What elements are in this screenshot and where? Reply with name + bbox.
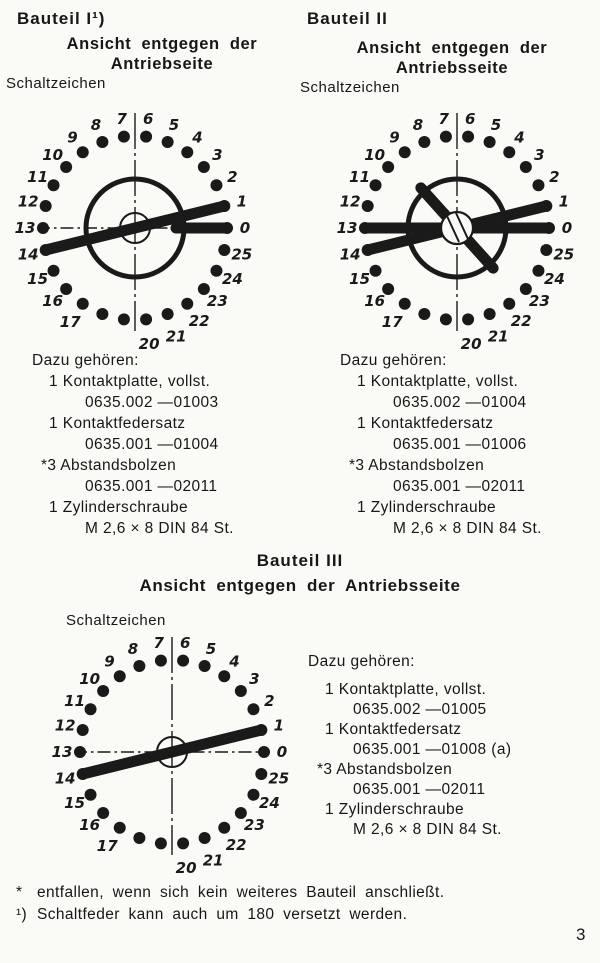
svg-text:3: 3 <box>249 670 260 689</box>
svg-text:25: 25 <box>553 245 575 264</box>
svg-text:20: 20 <box>138 335 160 353</box>
svg-text:25: 25 <box>231 245 253 264</box>
svg-text:4: 4 <box>192 128 203 147</box>
svg-text:20: 20 <box>460 335 482 353</box>
part-item <box>308 680 511 720</box>
part-name: *3 Abstandsbolzen <box>349 457 485 474</box>
footnote-asterisk <box>16 884 444 902</box>
svg-text:10: 10 <box>79 670 101 689</box>
part-name: 1 Kontaktplatte, vollst. <box>357 373 519 390</box>
svg-text:0: 0 <box>561 219 573 237</box>
svg-text:12: 12 <box>17 192 39 211</box>
svg-text:1: 1 <box>236 192 248 211</box>
svg-text:9: 9 <box>67 128 78 147</box>
part-name: 1 Kontaktplatte, vollst. <box>49 373 211 390</box>
svg-text:21: 21 <box>202 851 224 870</box>
bauteil-3-subtitle <box>0 576 600 596</box>
svg-text:2: 2 <box>227 167 238 186</box>
svg-text:9: 9 <box>389 128 400 147</box>
svg-text:14: 14 <box>17 245 39 264</box>
bauteil-2-subtitle <box>327 38 577 78</box>
bauteil-2-title: Bauteil II <box>307 9 388 28</box>
svg-text:24: 24 <box>258 794 280 813</box>
parts-list-header: Dazu gehören: <box>32 352 139 369</box>
svg-text:16: 16 <box>364 291 386 310</box>
svg-text:6: 6 <box>465 109 476 128</box>
part-number: M 2,6 × 8 DIN 84 St. <box>353 821 502 838</box>
schaltzeichen-svg <box>10 103 260 353</box>
parts-list-header: Dazu gehören: <box>308 653 415 670</box>
svg-text:7: 7 <box>116 109 127 128</box>
svg-text:1: 1 <box>558 192 570 211</box>
bauteil-3-subtitle-line1: Ansicht entgegen der Antriebsseite <box>139 576 461 595</box>
footnote-text: entfallen, wenn sich kein weiteres Bauteil anschließt. <box>37 884 445 901</box>
part-name: *3 Abstandsbolzen <box>317 761 453 778</box>
svg-text:7: 7 <box>438 109 449 128</box>
part-item <box>308 720 511 760</box>
svg-text:24: 24 <box>543 270 565 289</box>
svg-text:11: 11 <box>27 167 49 186</box>
part-number: 0635.002 —01005 <box>353 701 487 718</box>
part-number: 0635.001 —02011 <box>353 781 486 798</box>
part-number: M 2,6 × 8 DIN 84 St. <box>85 520 234 537</box>
svg-text:17: 17 <box>59 312 81 331</box>
part-number: 0635.001 —01008 (a) <box>353 741 512 758</box>
svg-text:15: 15 <box>349 270 371 289</box>
svg-text:7: 7 <box>153 633 164 652</box>
svg-text:15: 15 <box>27 270 49 289</box>
bauteil-3-parts-list <box>308 652 511 840</box>
page-number: 3 <box>576 925 586 944</box>
svg-text:8: 8 <box>412 116 424 135</box>
svg-text:24: 24 <box>221 270 243 289</box>
bauteil-2-subtitle-line1: Ansicht entgegen der <box>356 39 548 57</box>
part-name: *3 Abstandsbolzen <box>41 457 177 474</box>
svg-text:0: 0 <box>276 743 288 761</box>
svg-text:21: 21 <box>165 327 187 346</box>
part-number: 0635.001 —01006 <box>393 436 527 453</box>
svg-text:22: 22 <box>225 835 247 854</box>
part-number: 0635.002 —01003 <box>85 394 219 411</box>
part-name: 1 Kontaktfedersatz <box>49 415 186 432</box>
svg-text:5: 5 <box>490 116 502 135</box>
svg-text:11: 11 <box>64 691 86 710</box>
part-item <box>32 371 234 413</box>
svg-text:8: 8 <box>90 116 102 135</box>
bauteil-2-schaltzeichen-diagram <box>332 103 582 353</box>
part-name: 1 Kontaktfedersatz <box>357 415 494 432</box>
footnote-marker: ¹) <box>16 906 28 923</box>
part-item <box>340 455 542 497</box>
part-item <box>308 760 511 800</box>
bauteil-1-parts-list <box>32 350 234 539</box>
svg-text:8: 8 <box>127 640 139 659</box>
part-name: 1 Kontaktplatte, vollst. <box>325 681 487 698</box>
svg-text:5: 5 <box>168 116 180 135</box>
bauteil-1-subtitle-line1: Ansicht entgegen der <box>66 35 258 53</box>
part-item <box>32 497 234 539</box>
svg-text:17: 17 <box>96 836 118 855</box>
svg-text:4: 4 <box>229 652 240 671</box>
bauteil-1-schaltzeichen-diagram <box>10 103 260 353</box>
svg-text:23: 23 <box>206 291 228 310</box>
bauteil-3-schaltzeichen-diagram <box>47 627 297 877</box>
svg-text:23: 23 <box>528 291 550 310</box>
bauteil-2-subtitle-line2: Antriebsseite <box>395 59 509 77</box>
svg-text:12: 12 <box>54 716 76 735</box>
svg-text:13: 13 <box>51 743 73 761</box>
svg-text:25: 25 <box>268 769 290 788</box>
svg-text:15: 15 <box>64 794 86 813</box>
footnote-marker: * <box>16 884 23 901</box>
part-number: 0635.001 —01004 <box>85 436 219 453</box>
svg-text:11: 11 <box>349 167 371 186</box>
part-name: 1 Zylinderschraube <box>357 499 497 516</box>
part-item <box>340 497 542 539</box>
svg-text:3: 3 <box>212 146 223 165</box>
part-item <box>308 800 511 840</box>
part-item <box>340 413 542 455</box>
footnote-text: Schaltfeder kann auch um 180 versetzt werden. <box>37 906 408 923</box>
part-name: 1 Zylinderschraube <box>49 499 189 516</box>
svg-text:20: 20 <box>175 859 197 877</box>
bauteil-3-title: Bauteil III <box>256 551 344 570</box>
svg-text:22: 22 <box>510 311 532 330</box>
svg-text:21: 21 <box>487 327 509 346</box>
part-number: 0635.001 —02011 <box>85 478 218 495</box>
svg-text:9: 9 <box>104 652 115 671</box>
svg-text:16: 16 <box>42 291 64 310</box>
bauteil-1-diagram-label: Schaltzeichen <box>6 75 106 92</box>
svg-text:6: 6 <box>143 109 154 128</box>
svg-text:14: 14 <box>339 245 361 264</box>
parts-list-header: Dazu gehören: <box>340 352 447 369</box>
svg-text:13: 13 <box>336 219 358 237</box>
svg-text:17: 17 <box>381 312 403 331</box>
part-name: 1 Zylinderschraube <box>325 801 465 818</box>
svg-text:4: 4 <box>514 128 525 147</box>
schaltzeichen-svg <box>47 627 297 877</box>
svg-text:2: 2 <box>549 167 560 186</box>
svg-text:5: 5 <box>205 640 217 659</box>
part-number: 0635.002 —01004 <box>393 394 527 411</box>
svg-text:2: 2 <box>264 691 275 710</box>
svg-text:0: 0 <box>239 219 251 237</box>
svg-text:3: 3 <box>534 146 545 165</box>
footnote-1 <box>16 906 407 924</box>
bauteil-2-diagram-label: Schaltzeichen <box>300 79 400 96</box>
part-number: M 2,6 × 8 DIN 84 St. <box>393 520 542 537</box>
svg-text:1: 1 <box>273 716 285 735</box>
schaltzeichen-svg <box>332 103 582 353</box>
part-item <box>32 455 234 497</box>
svg-text:13: 13 <box>14 219 36 237</box>
svg-text:10: 10 <box>42 146 64 165</box>
svg-text:10: 10 <box>364 146 386 165</box>
svg-text:6: 6 <box>180 633 191 652</box>
part-number: 0635.001 —02011 <box>393 478 526 495</box>
part-item <box>32 413 234 455</box>
svg-text:22: 22 <box>188 311 210 330</box>
bauteil-2-parts-list <box>340 350 542 539</box>
bauteil-1-title: Bauteil I¹) <box>17 9 106 28</box>
bauteil-1-subtitle <box>37 34 287 74</box>
bauteil-1-subtitle-line2: Antriebseite <box>110 55 214 73</box>
part-name: 1 Kontaktfedersatz <box>325 721 462 738</box>
svg-text:12: 12 <box>339 192 361 211</box>
part-item <box>340 371 542 413</box>
bauteil-3-diagram-label: Schaltzeichen <box>66 612 166 629</box>
svg-text:16: 16 <box>79 815 101 834</box>
svg-text:23: 23 <box>243 815 265 834</box>
svg-text:14: 14 <box>54 769 76 788</box>
